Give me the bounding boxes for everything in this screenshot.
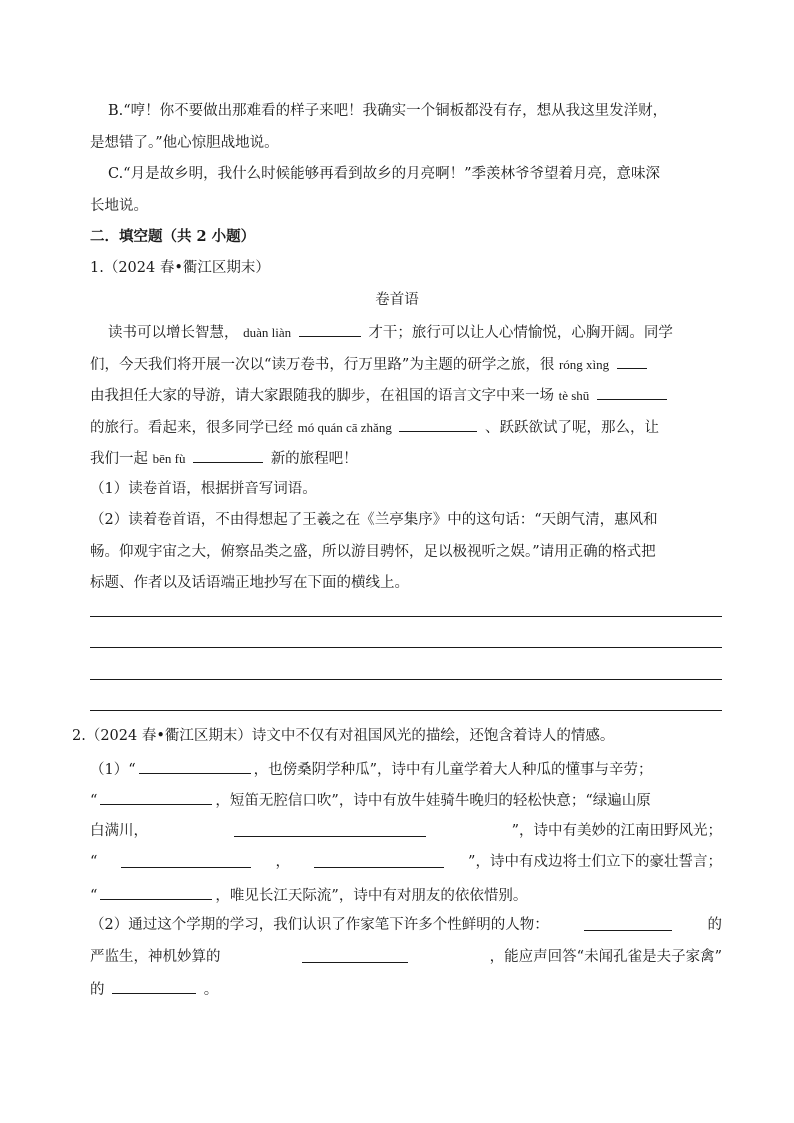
poem-text: 严监生，神机妙算的 bbox=[90, 949, 221, 965]
q2-line-2 bbox=[90, 789, 651, 811]
writing-line[interactable] bbox=[90, 616, 722, 617]
sub-question-2-line-3: 标题、作者以及话语端正地抄写在下面的横线上。 bbox=[90, 575, 409, 591]
passage-title: 卷首语 bbox=[375, 292, 419, 308]
answer-blank[interactable] bbox=[597, 384, 667, 400]
q2-line-8 bbox=[90, 978, 218, 1000]
answer-blank[interactable] bbox=[193, 447, 263, 463]
passage-line-3 bbox=[90, 384, 670, 406]
passage-text: 我们一起 bbox=[90, 451, 148, 467]
sub-question-2-line-1: （2）读着卷首语，不由得想起了王羲之在《兰亭集序》中的这句话：“天朗气清，惠风和 bbox=[90, 512, 658, 528]
answer-blank[interactable] bbox=[299, 321, 361, 337]
pinyin-prompt: róng xìng bbox=[558, 357, 610, 372]
pinyin-prompt: tè shū bbox=[558, 388, 590, 403]
answer-blank[interactable] bbox=[314, 852, 444, 868]
section-heading: 二．填空题（共 2 小题） bbox=[90, 228, 256, 245]
poem-text: ，唯见长江天际流”，诗中有对朋友的依依惜别。 bbox=[215, 888, 528, 904]
poem-text: （2）通过这个学期的学习，我们认识了作家笔下许多个性鲜明的人物： bbox=[90, 917, 549, 933]
writing-line[interactable] bbox=[90, 710, 722, 711]
poem-text: 的 bbox=[90, 982, 105, 998]
q2-line-3 bbox=[90, 821, 722, 841]
answer-blank[interactable] bbox=[112, 978, 196, 994]
poem-text: “ bbox=[90, 793, 98, 809]
pinyin-prompt: mó quán cā zhǎng bbox=[297, 420, 392, 435]
poem-text: 。 bbox=[203, 982, 219, 998]
passage-text: 、跃跃欲试了呢，那么，让 bbox=[485, 420, 660, 436]
option-b-line-1: B.“哼！你不要做出那难看的样子来吧！我确实一个铜板都没有存，想从我这里发洋财， bbox=[108, 103, 668, 119]
answer-blank[interactable] bbox=[302, 947, 408, 963]
passage-text: 才干；旅行可以让人心情愉悦，心胸开阔。同学 bbox=[368, 325, 673, 341]
writing-line[interactable] bbox=[90, 647, 722, 648]
answer-blank[interactable] bbox=[100, 884, 212, 900]
q2-line-1 bbox=[90, 758, 653, 780]
pinyin-prompt: duàn liàn bbox=[243, 325, 292, 340]
option-b-line-2: 是想错了。”他心惊胆战地说。 bbox=[90, 135, 279, 151]
question-1-source: 1.（2024 春•衢江区期末） bbox=[90, 260, 270, 276]
q2-line-7 bbox=[90, 947, 722, 967]
sub-question-2-line-2: 畅。仰观宇宙之大，俯察品类之盛，所以游目骋怀，足以极视听之娱。”请用正确的格式把 bbox=[90, 544, 656, 560]
question-2-source: 2.（2024 春•衢江区期末）诗文中不仅有对祖国风光的描绘，还饱含着诗人的情感。 bbox=[72, 728, 615, 744]
passage-text: 的旅行。看起来，很多同学已经 bbox=[90, 420, 293, 436]
passage-line-4 bbox=[90, 416, 659, 438]
passage-line-5 bbox=[90, 447, 358, 469]
poem-text: “ bbox=[90, 854, 98, 870]
passage-text: 读书可以增长智慧， bbox=[108, 325, 239, 341]
poem-text: ， bbox=[275, 854, 290, 870]
option-c-line-2: 长地说。 bbox=[90, 198, 148, 214]
answer-blank[interactable] bbox=[234, 821, 426, 837]
answer-blank[interactable] bbox=[399, 416, 477, 432]
q2-line-4 bbox=[90, 852, 722, 872]
poem-text: ”，诗中有美妙的江南田野风光； bbox=[511, 823, 722, 839]
passage-text: 新的旅程吧！ bbox=[270, 451, 358, 467]
answer-blank[interactable] bbox=[121, 852, 251, 868]
option-c-line-1: C.“月是故乡明，我什么时候能够再看到故乡的月亮啊！”季羡林爷爷望着月亮，意味深 bbox=[108, 166, 661, 182]
poem-text: 白满川， bbox=[90, 823, 148, 839]
poem-text: （1）“ bbox=[90, 762, 136, 778]
poem-text: ”，诗中有戍边将士们立下的豪壮誓言； bbox=[468, 854, 722, 870]
passage-text: 们，今天我们将开展一次以“读万卷书，行万里路”为主题的研学之旅，很 bbox=[90, 357, 555, 373]
writing-line[interactable] bbox=[90, 679, 722, 680]
sub-question-1: （1）读卷首语，根据拼音写词语。 bbox=[90, 481, 317, 497]
pinyin-prompt: bēn fù bbox=[152, 451, 186, 466]
poem-text: 的 bbox=[707, 917, 722, 933]
passage-line-1 bbox=[108, 321, 673, 343]
answer-blank[interactable] bbox=[100, 789, 212, 805]
poem-text: ，能应声回答“未闻孔雀是夫子家禽” bbox=[489, 949, 722, 965]
q2-line-5 bbox=[90, 884, 527, 906]
answer-blank[interactable] bbox=[617, 353, 647, 369]
q2-line-6 bbox=[90, 915, 722, 935]
poem-text: ，也傍桑阴学种瓜”，诗中有儿童学着大人种瓜的懂事与辛劳； bbox=[253, 762, 653, 778]
answer-blank[interactable] bbox=[139, 758, 251, 774]
passage-line-2 bbox=[90, 353, 650, 375]
poem-text: ，短笛无腔信口吹”，诗中有放牛娃骑牛晚归的轻松快意；“绿遍山原 bbox=[215, 793, 651, 809]
answer-blank[interactable] bbox=[584, 915, 672, 931]
passage-text: 由我担任大家的导游，请大家跟随我的脚步，在祖国的语言文字中来一场 bbox=[90, 388, 554, 404]
poem-text: “ bbox=[90, 888, 98, 904]
